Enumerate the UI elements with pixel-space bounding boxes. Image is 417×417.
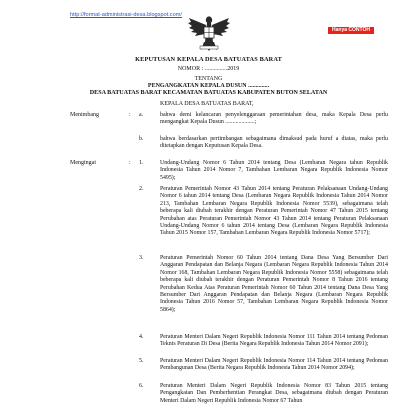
source-link[interactable]: http://format-administrasi-desa.blogspot.com/ <box>70 12 182 18</box>
village-line: DESA BATUATAS BARAT KECAMATAN BATUATAS KABUPATEN BUTON SELATAN <box>89 90 328 96</box>
colon: : <box>129 160 131 166</box>
item-marker: 4. <box>139 334 144 340</box>
item-marker: 2. <box>139 186 144 192</box>
mengingat-label: Mengingat <box>70 160 96 166</box>
menimbang-item-b: bahwa berdasarkan pertimbangan sebagaimana dimaksud pada huruf a diatas, maka perlu ditetapkan dengan Keputusan Kepala Desa. <box>160 136 388 150</box>
menimbang-label: Menimbang <box>70 112 99 118</box>
mengingat-item-3: Peraturan Pemerintah Nomor 60 Tahun 2014 tentang Dana Desa Yang Bersumber Dari Anggaran Pendapatan dan Belanja Negara (Lembaran Negara Republik Indonesia Tahun 2014 Nomor 168, Tambahan Lembaran Negara Republik Indonesia Nomor 5558) sebagaimana telah beberapa kali diubah terakhir dengan Peraturan Pemerintah Nomor 8 Tahun 2016 tentang Perubahan Kedua Atas Peraturan Pemerintah Nomor 60 Tahun 2014 tentang Dana Desa Yang Bersumber Dari Anggaran Pendapatan dan Belanja Negara (Lembaran Negara Republik Indonesia Tahun 2016 Nomor 57, Tambahan Lembaran Negara Republik Indonesia Nomor 5864); <box>160 255 388 313</box>
menimbang-item-a: bahwa demi kelancaran penyelenggaraan pemerintahan desa, maka Kepala Desa perlu mengangkat Kepala Dusun ....................; <box>160 112 388 126</box>
item-marker: 5. <box>139 358 144 364</box>
mengingat-item-4: Peraturan Menteri Dalam Negeri Republik Indonesia Nomor 111 Tahun 2014 tentang Pedoman Teknis Peraturan Di Desa (Berita Negara Republik Indonesia Tahun 2014 Nomor 2091); <box>160 334 388 348</box>
item-marker: b. <box>139 136 144 142</box>
mengingat-item-1: Undang-Undang Nomor 6 Tahun 2014 tentang Desa (Lembaran Negara tahun Republik Indonesia Tahun 2014 Nomor 7, Tambahan Lembaran Negara Republik Indonesia Nomor 5495); <box>160 160 388 181</box>
mengingat-item-2: Peraturan Pemerintah Nomor 43 Tahun 2014 tentang Peraturan Pelaksanaan Undang-Undang Nomor 6 tahun 2014 tentang Desa (Lembaran Negara Republik Indonesia Tahun 2014 Nomor 213, Tambahan Lembaran Negara Republik Indonesia Nomor 5539), sebagaimana telah beberapa kali diubah terakhir dengan Peraturan Pemerintah Nomor 47 Tahun 2015 tentang Perubahan atas Peraturan Pemerintah Nomor 43 Tahun 2014 tentang Peraturan Pelaksanaan Undang-Undang Nomor 6 tahun 2014 tentang Desa (Lembaran Negara Republik Indonesia Tahun 2015 Nomor 157, Tambahan Lembaran Negara Republik Indonesia Nomor 5717); <box>160 186 388 237</box>
decree-title: KEPUTUSAN KEPALA DESA BATUATAS BARAT <box>135 56 282 63</box>
item-marker: 6. <box>139 383 144 389</box>
item-marker: a. <box>139 112 144 118</box>
item-marker: 3. <box>139 255 144 261</box>
garuda-emblem-icon <box>187 12 231 52</box>
decree-subject: PENGANGKATAN KEPALA DUSUN .............. <box>147 83 270 89</box>
sample-badge: Hanya CONTOH <box>328 27 374 34</box>
colon: : <box>129 112 131 118</box>
decree-number: NOMOR : ...............2019 <box>177 66 240 72</box>
mengingat-item-5: Peraturan Menteri Dalam Negeri Republik Indonesia Nomor 114 Tahun 2014 tentang Pedoman Pembangunan Desa (Berita Negara Republik Indonesia Tahun 2014 Nomor 2094); <box>160 358 388 372</box>
about-label: TENTANG <box>194 76 223 82</box>
item-marker: 1. <box>139 160 144 166</box>
mengingat-item-6: Peraturan Menteri Dalam Negeri Republik Indonesia Nomor 83 Tahun 2015 tentang Pengangkatan Dan Pemberhentian Perangkat Desa, sebagaimana diubah dengan Peraturan Menteri Dalam Negeri Republik Indonesia Nomor 67 Tahun <box>160 383 388 404</box>
official-position: KEPALA DESA BATUATAS BARAT, <box>160 101 254 107</box>
